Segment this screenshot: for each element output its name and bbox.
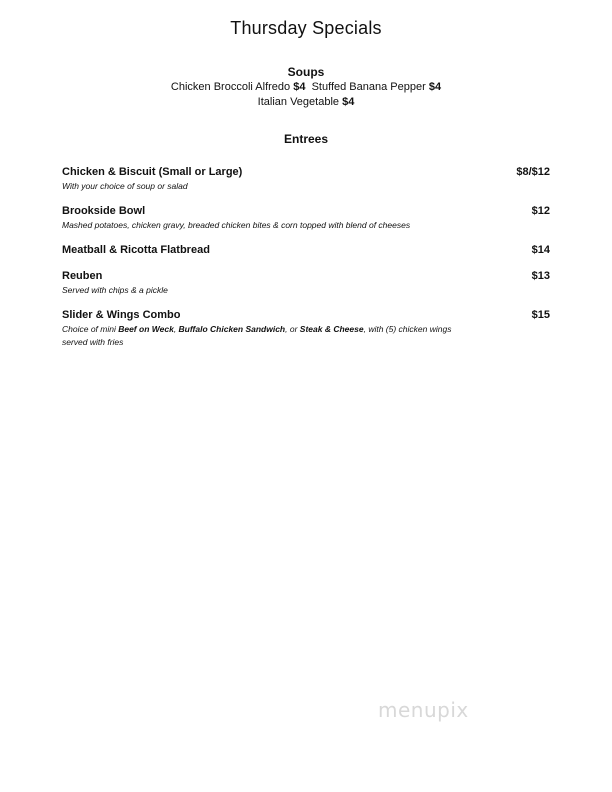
menu-item	[62, 166, 550, 193]
menu-item	[62, 309, 550, 349]
menu-item	[62, 244, 550, 256]
item-price: $14	[531, 244, 550, 256]
item-description: Served with chips & a pickle	[62, 285, 168, 295]
item-price: $13	[531, 270, 550, 282]
soup-price: $4	[293, 81, 306, 93]
soup-price: $4	[428, 81, 442, 93]
menu-item	[62, 205, 550, 232]
item-description: Choice of mini Beef on Weck, Buffalo Chicken Sandwich, or Steak & Cheese, with (5) chicken wings served with fries	[62, 324, 452, 347]
item-price: $12	[531, 205, 550, 217]
soup-name: Chicken Broccoli Alfredo	[170, 81, 291, 93]
menu-item	[62, 270, 550, 297]
item-name: Reuben	[62, 270, 103, 282]
entrees-heading: Entrees	[283, 132, 329, 146]
soup-line-1	[0, 81, 612, 93]
item-name: Meatball & Ricotta Flatbread	[62, 244, 210, 256]
soup-name: Stuffed Banana Pepper	[311, 81, 426, 93]
page-title: Thursday Specials	[230, 18, 382, 38]
item-price: $15	[531, 309, 550, 321]
soup-price: $4	[342, 96, 355, 108]
item-name: Chicken & Biscuit (Small or Large)	[62, 166, 243, 178]
item-price: $8/$12	[516, 166, 550, 178]
item-name: Slider & Wings Combo	[62, 309, 181, 321]
entrees-list	[62, 166, 550, 361]
soup-line-2	[0, 96, 612, 108]
soup-name: Italian Vegetable	[257, 96, 340, 108]
soups-heading: Soups	[287, 65, 325, 79]
item-description: With your choice of soup or salad	[62, 181, 188, 191]
menupix-watermark: menupix	[378, 698, 469, 722]
item-description: Mashed potatoes, chicken gravy, breaded chicken bites & corn topped with blend of cheeses	[62, 220, 411, 230]
item-name: Brookside Bowl	[62, 205, 146, 217]
